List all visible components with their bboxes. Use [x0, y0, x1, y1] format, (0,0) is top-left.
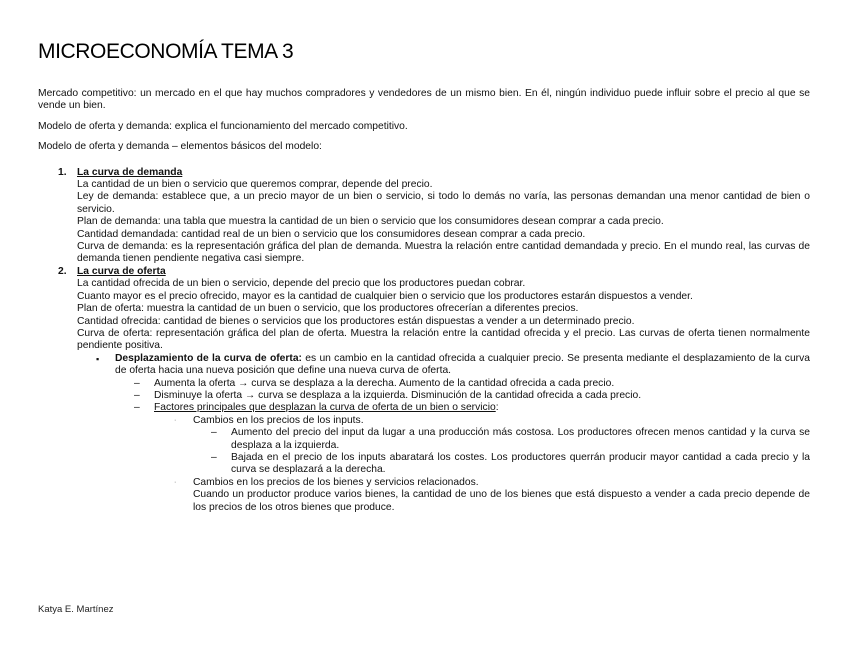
- sub-dash-text: Bajada en el precio de los inputs abaratará los costes. Los productores querrán producir mayor cantidad a cada precio y la curva se desplazará a la derecha.: [231, 451, 810, 476]
- bullet-text: es un cambio en la cantidad ofrecida a cualquier precio. Se presenta mediante el desplazamiento de la curva de oferta hacia una nueva posición que define una nueva curva de oferta.: [115, 352, 810, 377]
- section-number: 2.: [58, 265, 67, 277]
- section-line: Cuanto mayor es el precio ofrecido, mayor es la cantidad de cualquier bien o servicio que los productores estarán dispuestos a vender.: [77, 290, 693, 302]
- section-title: La curva de demanda: [77, 166, 183, 178]
- sub-title: Cambios en los precios de los bienes y servicios relacionados.: [193, 476, 479, 488]
- sub-item-related: [38, 477, 810, 489]
- section-title: La curva de oferta: [77, 265, 166, 277]
- document-body: [38, 88, 810, 514]
- factors-suffix: :: [495, 402, 499, 414]
- sub-dash-text: Aumento del precio del input da lugar a una producción más costosa. Los productores ofrecen menos cantidad y la curva se desplaza a la izquierda.: [231, 427, 810, 451]
- section-line: La cantidad de un bien o servicio que queremos comprar, depende del precio.: [77, 179, 433, 191]
- intro-paragraph: Modelo de oferta y demanda: explica el funcionamiento del mercado competitivo.: [38, 120, 408, 132]
- bullet-bold: Desplazamiento de la curva de oferta:: [115, 352, 302, 364]
- section-line: Curva de demanda: es la representación gráfica del plan de demanda. Muestra la relación entre cantidad demandada y precio. En el mundo real, las curvas de demanda tienen pendiente negativa casi siempre.: [77, 241, 810, 265]
- section-line: Ley de demanda: establece que, a un precio mayor de un bien o servicio, si todo lo demás no varía, las personas demandan una menor cantidad de bien o servicio.: [77, 191, 810, 215]
- square-bullet-icon: ▪: [96, 353, 100, 364]
- intro-paragraph: Mercado competitivo: un mercado en el que hay muchos compradores y vendedores de un mismo bien. En él, ningún individuo puede influir sobre el precio al que se vende un bien.: [38, 88, 810, 112]
- intro-paragraph: Modelo de oferta y demanda – elementos básicos del modelo:: [38, 141, 322, 153]
- dash-marker: –: [211, 451, 217, 463]
- sub-dash-item: [38, 427, 810, 452]
- section-line: Plan de oferta: muestra la cantidad de un buen o servicio, que los productores ofrecerían a diferentes precios.: [77, 303, 579, 315]
- section-line: Cantidad ofrecida: cantidad de bienes o servicios que los productores están dispuestas a vender a un determinado precio.: [77, 315, 635, 327]
- document-title: MICROECONOMÍA TEMA 3: [38, 40, 294, 63]
- sub-item-inputs: [38, 415, 810, 427]
- sub-title: Cambios en los precios de los inputs.: [193, 414, 364, 426]
- dash-item: [38, 378, 810, 390]
- section-line: Plan de demanda: una tabla que muestra la cantidad de un bien o servicio que los consumidores desean comprar a cada precio.: [77, 216, 664, 228]
- small-bullet-icon: ·: [174, 416, 177, 424]
- factors-title: Factores principales que desplazan la curva de oferta de un bien o servicio: [154, 402, 496, 414]
- dash-marker: –: [134, 402, 140, 414]
- section-supply: [38, 266, 810, 353]
- sub-text: Cuando un productor produce varios bienes, la cantidad de uno de los bienes que está dispuesto a vender a cada precio depende de los precios de los otros bienes que produce.: [193, 489, 810, 513]
- section-number: 1.: [58, 166, 67, 178]
- sub-dash-item: [38, 452, 810, 477]
- section-line: Cantidad demandada: cantidad real de un bien o servicio que los consumidores desean comprar a cada precio.: [77, 228, 586, 240]
- section-demand: [38, 167, 810, 266]
- section-line: Curva de oferta: representación gráfica del plan de oferta. Muestra la relación entre la cantidad ofrecida y el precio. Las curvas de oferta tienen normalmente pendiente positiva.: [77, 327, 810, 352]
- dash-item: [38, 390, 810, 402]
- bullet-shift: [38, 353, 810, 378]
- dash-marker: –: [211, 427, 217, 439]
- dash-marker: –: [134, 377, 140, 389]
- dash-item: [38, 402, 810, 414]
- dash-text: Disminuye la oferta → curva se desplaza a la izquierda. Disminución de la cantidad ofrecida a cada precio.: [154, 389, 642, 401]
- small-bullet-icon: ·: [174, 478, 177, 486]
- dash-text: Aumenta la oferta → curva se desplaza a la derecha. Aumento de la cantidad ofrecida a cada precio.: [154, 377, 615, 389]
- section-line: La cantidad ofrecida de un bien o servicio, depende del precio que los productores puedan cobrar.: [77, 278, 526, 290]
- dash-marker: –: [134, 389, 140, 401]
- footer-author: Katya E. Martínez: [38, 604, 114, 615]
